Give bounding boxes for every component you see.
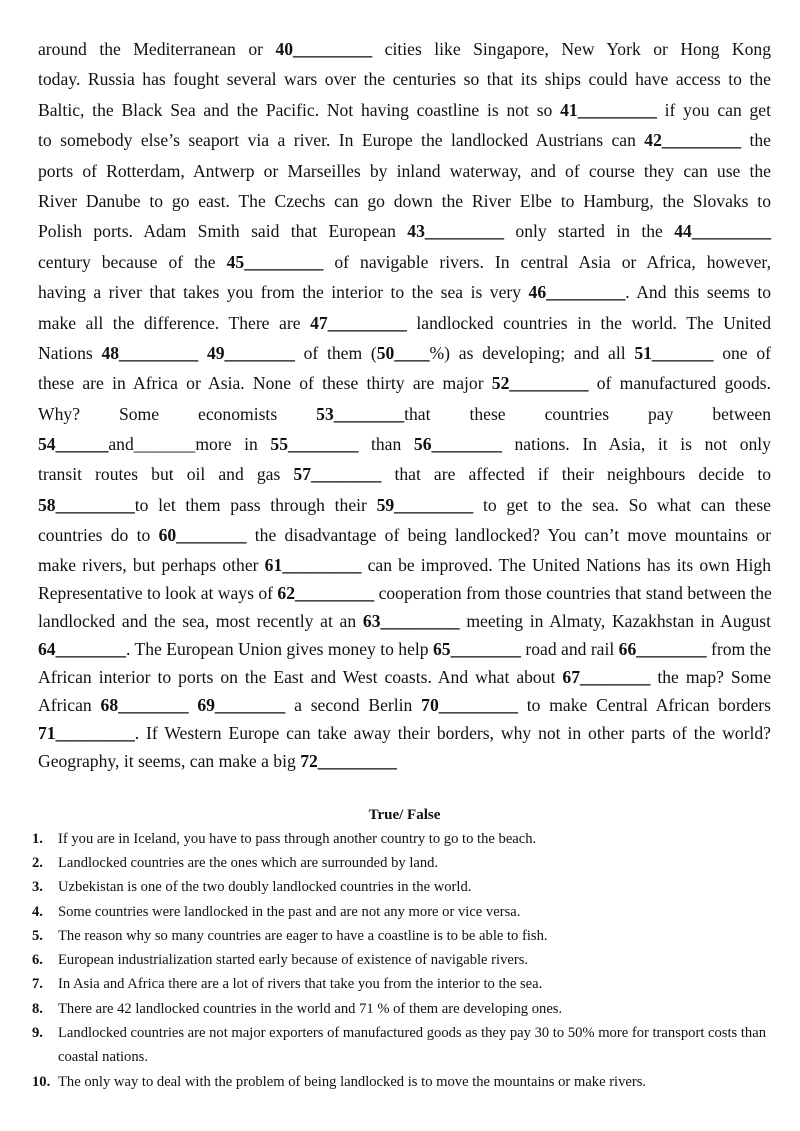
passage-text: road and rail xyxy=(520,638,619,659)
statement-number: 10. xyxy=(32,1073,51,1090)
blank-number: 46_________ xyxy=(528,282,626,303)
blank-number: 45_________ xyxy=(226,251,324,272)
passage-text: to get to the sea. So what can these xyxy=(473,494,771,515)
passage-line xyxy=(38,64,771,94)
passage-text: Polish ports. Adam Smith said that European xyxy=(38,221,408,242)
statement-number: 8. xyxy=(32,1000,43,1017)
passage-text: Baltic, the Black Sea and the Pacific. Not having coastline is not so xyxy=(38,99,561,120)
passage-line xyxy=(38,277,771,307)
passage-text: ports of Rotterdam, Antwerp or Marseilles by inland waterway, and of course they can use the xyxy=(38,160,771,181)
blank-number: 61_________ xyxy=(264,554,362,575)
passage-text: River Danube to go east. The Czechs can go down the River Elbe to Hamburg, the Slovaks to xyxy=(38,190,771,211)
statement-item xyxy=(32,1070,771,1094)
passage-text xyxy=(198,343,207,363)
blank-number: 58_________ xyxy=(38,494,135,515)
statement-text: Landlocked countries are the ones which are surrounded by land. xyxy=(58,854,439,871)
statement-number: 4. xyxy=(32,903,43,920)
passage-text: than xyxy=(358,434,414,455)
blank-number: 56________ xyxy=(413,434,502,455)
statement-item xyxy=(32,875,771,899)
statement-number: 3. xyxy=(32,879,43,896)
passage-text: having a river that takes you from the interior to the sea is very xyxy=(38,282,529,303)
blank-number: 57________ xyxy=(293,464,382,485)
blank-number: 68________ xyxy=(100,694,189,715)
blank-number: 50____ xyxy=(376,342,430,363)
blank-number: 63_________ xyxy=(362,610,460,631)
blank-number: 47_________ xyxy=(310,312,407,333)
passage-text: and_______more in xyxy=(108,434,271,455)
statement-number: 5. xyxy=(32,927,43,944)
passage-text: one of xyxy=(713,342,771,363)
passage-line xyxy=(38,635,771,663)
passage-line xyxy=(38,338,771,368)
statement-text: Uzbekistan is one of the two doubly landlocked countries in the world. xyxy=(58,879,472,896)
passage-text: landlocked and the sea, most recently at an xyxy=(38,610,363,631)
passage-text: Representative to look at ways of xyxy=(38,582,278,603)
passage-line xyxy=(38,125,771,155)
passage-text: . And this seems to xyxy=(625,282,772,303)
passage-text: to somebody else’s seaport via a river. In Europe the landlocked Austrians can xyxy=(38,130,645,151)
statement-text: The only way to deal with the problem of being landlocked is to move the mountains or make rivers. xyxy=(58,1073,647,1090)
statement-number: 2. xyxy=(32,854,43,871)
passage-text: Nations xyxy=(38,342,102,363)
passage-text: the disadvantage of being landlocked? You can’t move mountains or xyxy=(246,525,771,546)
passage-line xyxy=(38,551,771,579)
passage-text xyxy=(189,695,198,715)
passage-line xyxy=(38,429,771,459)
statement-number: 9. xyxy=(32,1025,43,1042)
passage-text: that are affected if their neighbours decide to xyxy=(381,464,771,485)
passage-line xyxy=(38,490,771,520)
statement-item xyxy=(32,972,771,996)
cloze-passage xyxy=(38,34,771,775)
passage-line xyxy=(38,520,771,550)
blank-number: 69________ xyxy=(197,694,286,715)
passage-text: of them ( xyxy=(294,342,377,363)
blank-number: 48_________ xyxy=(101,342,199,363)
blank-number: 53________ xyxy=(316,403,405,424)
passage-text: . If Western Europe can take away their borders, why not in other parts of the world? xyxy=(134,722,771,743)
passage-text: to make Central African borders xyxy=(517,694,772,715)
statement-item xyxy=(32,948,771,972)
passage-text: nations. In Asia, it is not only xyxy=(501,434,771,455)
statement-text: If you are in Iceland, you have to pass through another country to go to the beach. xyxy=(58,830,537,847)
passage-text: that these countries pay between xyxy=(404,403,771,424)
passage-text: landlocked countries in the world. The United xyxy=(406,312,771,333)
worksheet-page xyxy=(32,34,772,1094)
passage-text: the map? Some xyxy=(650,666,771,687)
blank-number: 59_________ xyxy=(376,494,474,515)
blank-number: 64________ xyxy=(38,638,126,659)
blank-number: 44_________ xyxy=(674,221,771,242)
passage-line xyxy=(38,34,771,64)
passage-text: century because of the xyxy=(38,251,227,272)
blank-number: 60________ xyxy=(158,525,247,546)
passage-line xyxy=(38,691,771,719)
statement-number: 6. xyxy=(32,952,43,969)
passage-text: make rivers, but perhaps other xyxy=(38,554,265,575)
statement-number: 1. xyxy=(32,830,43,847)
passage-line xyxy=(38,156,771,186)
passage-line xyxy=(38,186,771,216)
statement-item xyxy=(32,997,771,1021)
blank-number: 70_________ xyxy=(421,694,518,715)
passage-text: a second Berlin xyxy=(285,694,422,715)
passage-line xyxy=(38,459,771,489)
passage-text: of navigable rivers. In central Asia or Africa, however, xyxy=(323,251,771,272)
statement-item xyxy=(32,827,771,851)
passage-text: if you can get xyxy=(656,99,772,120)
passage-text: from the xyxy=(706,638,772,659)
passage-line xyxy=(38,747,771,775)
passage-text: today. Russia has fought several wars over the centuries so that its ships could have access to the xyxy=(38,69,771,90)
passage-line xyxy=(38,247,771,277)
passage-line xyxy=(38,579,771,607)
statement-number: 7. xyxy=(32,976,43,993)
passage-line xyxy=(38,719,771,747)
blank-number: 43_________ xyxy=(407,221,505,242)
blank-number: 52_________ xyxy=(491,373,589,394)
statement-item xyxy=(32,924,771,948)
statement-item xyxy=(32,900,771,924)
statement-text: Some countries were landlocked in the past and are not any more or vice versa. xyxy=(58,903,521,920)
blank-number: 62_________ xyxy=(277,582,375,603)
statement-text: There are 42 landlocked countries in the world and 71 % of them are developing ones. xyxy=(58,1000,563,1017)
blank-number: 49________ xyxy=(206,342,295,363)
passage-text: of manufactured goods. xyxy=(588,373,772,394)
passage-line xyxy=(38,308,771,338)
blank-number: 54______ xyxy=(38,434,109,455)
passage-text: make all the difference. There are xyxy=(38,312,311,333)
statement-item xyxy=(32,851,771,875)
blank-number: 72_________ xyxy=(300,750,397,771)
passage-text: countries do to xyxy=(38,525,159,546)
passage-line xyxy=(38,368,771,398)
statement-text: In Asia and Africa there are a lot of rivers that take you from the interior to the sea. xyxy=(58,976,543,993)
blank-number: 55________ xyxy=(270,434,359,455)
passage-line xyxy=(38,399,771,429)
passage-text: to let them pass through their xyxy=(134,494,377,515)
blank-number: 67________ xyxy=(562,666,651,687)
passage-text: African interior to ports on the East and West coasts. And what about xyxy=(38,666,563,687)
statement-item xyxy=(32,1021,771,1070)
passage-text: can be improved. The United Nations has its own High xyxy=(361,554,771,575)
passage-line xyxy=(38,95,771,125)
blank-number: 51_______ xyxy=(634,342,714,363)
section-title: True/ False xyxy=(368,806,441,823)
passage-text: transit routes but oil and gas xyxy=(38,464,294,485)
passage-line xyxy=(38,607,771,635)
blank-number: 65________ xyxy=(432,638,521,659)
passage-text: meeting in Almaty, Kazakhstan in August xyxy=(459,610,772,631)
blank-number: 41_________ xyxy=(560,99,657,120)
passage-text: African xyxy=(38,694,101,715)
passage-text: Geography, it seems, can make a big xyxy=(38,750,301,771)
passage-text: cities like Singapore, New York or Hong Kong xyxy=(372,39,772,59)
passage-text: %) as developing; and all xyxy=(429,342,635,363)
passage-text: . The European Union gives money to help xyxy=(125,638,433,659)
passage-text: around the Mediterranean or xyxy=(38,39,276,59)
passage-text: Why? Some economists xyxy=(38,403,317,424)
passage-text: the xyxy=(741,130,771,151)
passage-line xyxy=(38,663,771,691)
blank-number: 71_________ xyxy=(38,722,135,743)
blank-number: 66________ xyxy=(618,638,707,659)
passage-text: only started in the xyxy=(504,221,675,242)
true-false-list xyxy=(32,827,771,1094)
passage-text: cooperation from those countries that stand between the xyxy=(374,582,772,603)
blank-number: 40_________ xyxy=(275,39,373,59)
passage-line xyxy=(38,216,771,246)
statement-text: Landlocked countries are not major exporters of manufactured goods as they pay 30 to 50% more for transport costs than coastal nations. xyxy=(58,1025,766,1066)
blank-number: 42_________ xyxy=(644,130,742,151)
statement-text: European industrialization started early because of existence of navigable rivers. xyxy=(58,952,529,969)
passage-text: these are in Africa or Asia. None of these thirty are major xyxy=(38,373,492,394)
statement-text: The reason why so many countries are eager to have a coastline is to be able to fish. xyxy=(58,927,548,944)
